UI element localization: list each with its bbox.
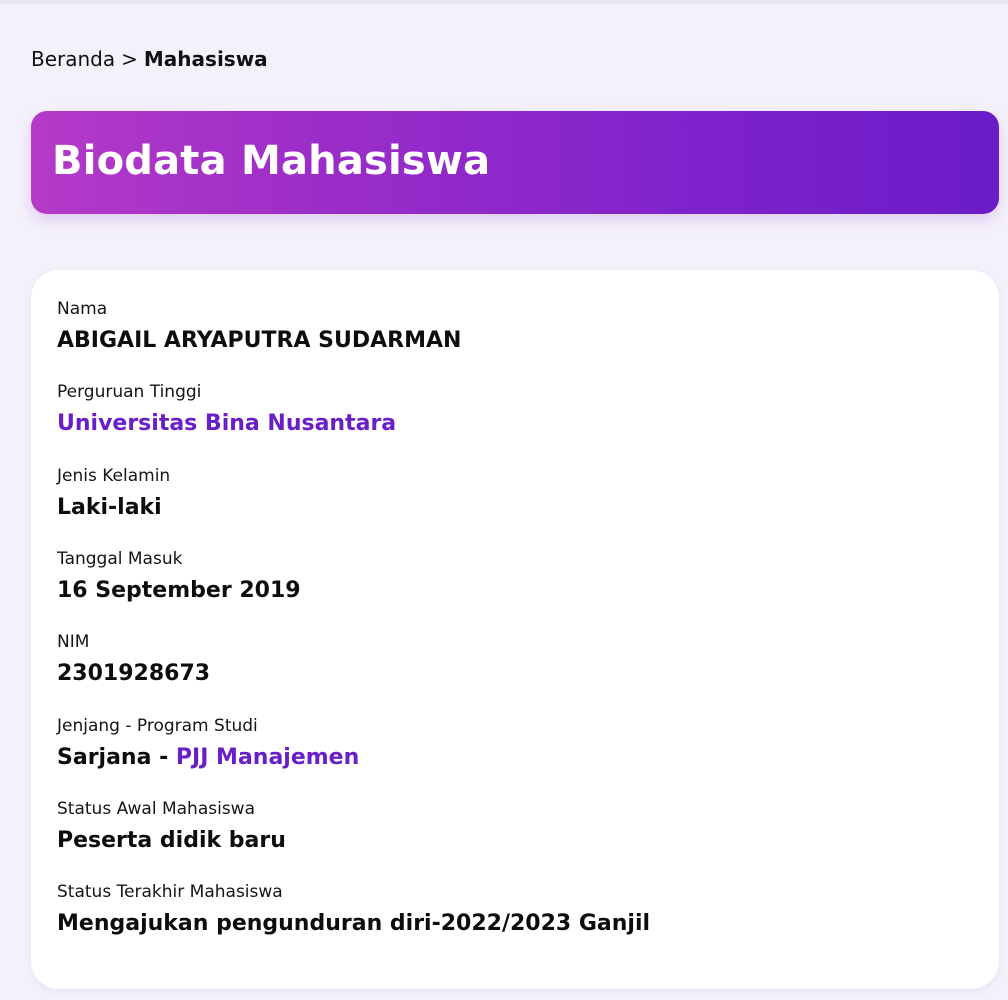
field-label: Status Awal Mahasiswa (57, 799, 255, 819)
field-value-status-awal: Peserta didik baru (57, 828, 286, 853)
field-jenis-kelamin (57, 465, 170, 523)
page-title: Biodata Mahasiswa (52, 138, 491, 184)
field-value-nama: ABIGAIL ARYAPUTRA SUDARMAN (57, 328, 462, 353)
field-label: Nama (57, 299, 108, 319)
field-value-jenjang-program-studi (57, 743, 359, 773)
field-perguruan-tinggi (57, 381, 396, 439)
field-value-nim: 2301928673 (57, 661, 211, 686)
biodata-card (31, 270, 999, 989)
breadcrumb-home-link[interactable]: Beranda (31, 47, 116, 71)
university-link[interactable]: Universitas Bina Nusantara (57, 411, 397, 436)
breadcrumb-current: Mahasiswa (143, 47, 268, 71)
field-nama (57, 298, 461, 356)
field-value-status-terakhir: Mengajukan pengunduran diri-2022/2023 Ganjil (57, 911, 651, 936)
page-banner (31, 111, 999, 214)
field-nim (57, 631, 210, 689)
field-tanggal-masuk (57, 548, 301, 606)
field-value-jenis-kelamin: Laki-laki (57, 495, 162, 520)
program-studi-link[interactable]: PJJ Manajemen (175, 745, 360, 770)
jenjang-separator: - (151, 745, 176, 770)
field-label: NIM (57, 632, 90, 652)
top-edge-divider (0, 0, 1008, 4)
field-label: Jenjang - Program Studi (57, 716, 258, 736)
breadcrumb-separator: > (121, 47, 138, 71)
field-value-tanggal-masuk: 16 September 2019 (57, 578, 301, 603)
jenjang-value: Sarjana (57, 745, 152, 770)
field-jenjang-program-studi (57, 715, 359, 773)
field-status-terakhir (57, 881, 650, 939)
field-status-awal (57, 798, 286, 856)
breadcrumb (31, 46, 268, 72)
field-label: Tanggal Masuk (57, 549, 183, 569)
field-label: Status Terakhir Mahasiswa (57, 882, 283, 902)
field-label: Perguruan Tinggi (57, 382, 202, 402)
field-label: Jenis Kelamin (57, 466, 171, 486)
